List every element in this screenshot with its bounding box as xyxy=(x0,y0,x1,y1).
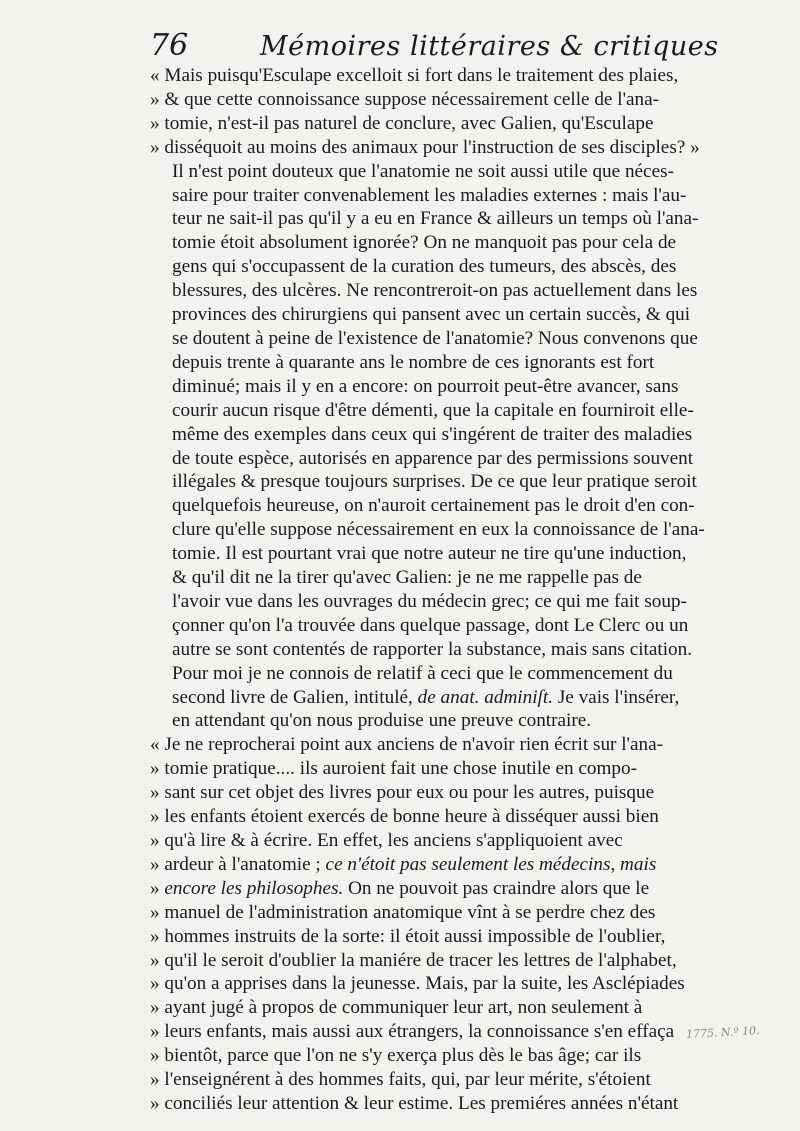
text-run: , xyxy=(610,853,621,875)
page-body xyxy=(150,64,770,1116)
text-run: Je vais l'insérer, xyxy=(553,686,680,708)
text-line: » & que cette connoissance suppose nécessairement celle de l'ana- xyxy=(150,88,660,110)
text-line xyxy=(150,853,770,877)
quote-paragraph-1 xyxy=(150,64,770,160)
text-line: » tomie pratique.... ils auroient fait une chose inutile en compo- xyxy=(150,758,638,780)
quote-paragraph-2 xyxy=(150,733,770,1116)
italic-text: mais xyxy=(620,853,657,875)
text-line: » leurs enfants, mais aussi aux étrangers, la connoissance s'en effaça xyxy=(150,1021,675,1043)
text-line: » sant sur cet objet des livres pour eux ou pour les autres, puisque xyxy=(150,782,655,804)
text-line: courir aucun risque d'être démenti, que la capitale en fourniroit elle- xyxy=(172,399,694,421)
text-line: clure qu'elle suppose nécessairement en eux la connoissance de l'ana- xyxy=(172,519,705,541)
text-line: illégales & presque toujours surprises. De ce que leur pratique seroit xyxy=(172,471,697,493)
text-line xyxy=(150,877,770,901)
text-line: saire pour traiter convenablement les maladies externes : mais l'au- xyxy=(172,184,687,206)
body-paragraph-1 xyxy=(150,160,770,734)
text-line: même des exemples dans ceux qui s'ingérent de traiter des maladies xyxy=(172,423,693,445)
text-line: « Je ne reprocherai point aux anciens de n'avoir rien écrit sur l'ana- xyxy=(150,734,664,756)
text-line: » conciliés leur attention & leur estime. Les premiéres années n'étant xyxy=(150,1092,679,1114)
text-line: çonner qu'on l'a trouvée dans quelque passage, dont Le Clerc ou un xyxy=(172,614,689,636)
text-line: « Mais puisqu'Esculape excelloit si fort dans le traitement des plaies, xyxy=(150,65,679,86)
footer-mark: 1775. N.º 10. xyxy=(686,1024,761,1041)
text-line: » ayant jugé à propos de communiquer leur art, non seulement à xyxy=(150,997,643,1019)
italic-text: encore les philosophes. xyxy=(164,877,344,899)
text-line: l'avoir vue dans les ouvrages du médecin grec; ce qui me fait soup- xyxy=(172,590,687,612)
text-run: On ne pouvoit pas craindre alors que le xyxy=(343,877,650,899)
text-line: se doutent à peine de l'existence de l'anatomie? Nous convenons que xyxy=(172,327,698,349)
text-line: provinces des chirurgiens qui pansent avec un certain succès, & qui xyxy=(172,304,691,326)
text-line: » bientôt, parce que l'on ne s'y exerça plus dès le bas âge; car ils xyxy=(150,1045,642,1067)
italic-text: ce n'étoit pas seulement les médecins xyxy=(325,853,611,875)
text-line: tomie étoit absolument ignorée? On ne manquoit pas pour cela de xyxy=(172,232,677,254)
text-line: » manuel de l'administration anatomique vînt à se perdre chez des xyxy=(150,901,656,923)
text-line: Il n'est point douteux que l'anatomie ne soit aussi utile que néces- xyxy=(172,160,674,182)
text-line: autre se sont contentés de rapporter la substance, mais sans citation. xyxy=(172,638,693,660)
text-line: gens qui s'occupassent de la curation des tumeurs, des abscès, des xyxy=(172,256,677,278)
text-run: » ardeur à l'anatomie ; xyxy=(150,853,326,875)
text-run: » xyxy=(150,877,165,899)
text-run: second livre de Galien, intitulé, xyxy=(172,686,418,708)
text-line: Pour moi je ne connois de relatif à ceci que le commencement du xyxy=(172,662,673,684)
text-line: » disséquoit au moins des animaux pour l'instruction de ses disciples? » xyxy=(150,136,700,158)
text-line: » tomie, n'est-il pas naturel de conclure, avec Galien, qu'Esculape xyxy=(150,112,654,134)
text-line: tomie. Il est pourtant vrai que notre auteur ne tire qu'une induction, xyxy=(172,543,687,565)
text-line: depuis trente à quarante ans le nombre de ces ignorants est fort xyxy=(172,351,655,373)
text-line: » qu'à lire & à écrire. En effet, les anciens s'appliquoient avec xyxy=(150,830,623,851)
italic-text: de anat. adminiſt. xyxy=(417,686,554,708)
text-line: en attendant qu'on nous produise une preuve contraire. xyxy=(172,710,592,732)
text-line: diminué; mais il y en a encore: on pourroit peut-être avancer, sans xyxy=(172,375,679,397)
page-number: 76 xyxy=(150,28,189,63)
text-line: & qu'il dit ne la tirer qu'avec Galien: je ne me rappelle pas de xyxy=(172,567,642,589)
text-line: quelquefois heureuse, on n'auroit certainement pas le droit d'en con- xyxy=(172,495,695,517)
running-title: Mémoires littéraires & critiques xyxy=(260,31,719,62)
text-line: » qu'il le seroit d'oublier la maniére de tracer les lettres de l'alphabet, xyxy=(150,949,677,971)
text-line: » les enfants étoient exercés de bonne heure à disséquer aussi bien xyxy=(150,806,659,828)
text-line: » l'enseignérent à des hommes faits, qui, par leur mérite, s'étoient xyxy=(150,1069,651,1091)
text-line: » hommes instruits de la sorte: il étoit aussi impossible de l'oublier, xyxy=(150,925,666,947)
text-line: » qu'on a apprises dans la jeunesse. Mais, par la suite, les Asclépiades xyxy=(150,973,685,995)
text-line xyxy=(150,686,770,710)
text-line: teur ne sait-il pas qu'il y a eu en France & ailleurs un temps où l'ana- xyxy=(172,208,699,230)
text-line: blessures, des ulcères. Ne rencontreroit-on pas actuellement dans les xyxy=(172,280,698,302)
text-line: de toute espèce, autorisés en apparence par des permissions souvent xyxy=(172,447,694,469)
